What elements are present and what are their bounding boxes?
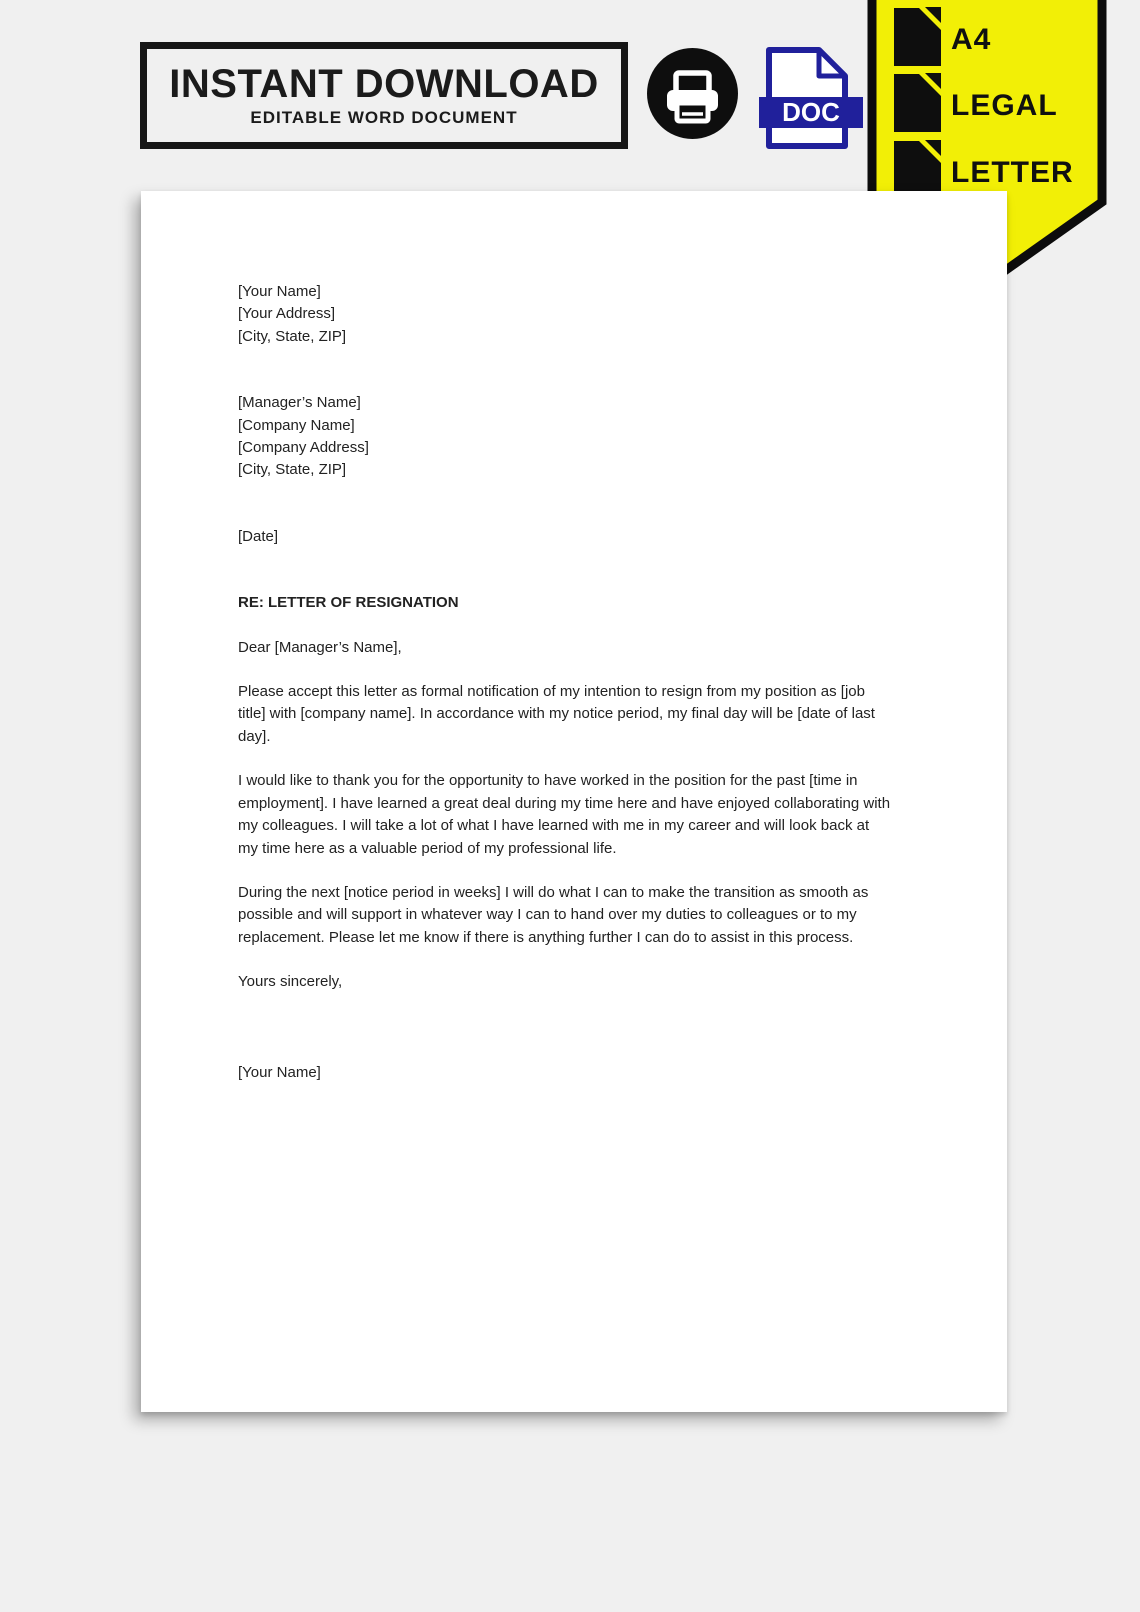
badge-row-letter	[894, 139, 1074, 199]
signature-name: [Your Name]	[238, 1063, 321, 1081]
recipient-line: [Manager’s Name]	[238, 394, 361, 412]
doc-file-icon	[755, 46, 867, 150]
letter-content	[238, 281, 893, 1084]
instant-download-banner	[140, 42, 628, 149]
banner-subtitle: EDITABLE WORD DOCUMENT	[250, 107, 518, 127]
badge-label-legal: LEGAL	[951, 89, 1058, 122]
salutation: Dear [Manager’s Name],	[238, 638, 402, 656]
letter-document	[141, 191, 1007, 1412]
recipient-line: [City, State, ZIP]	[238, 461, 347, 479]
banner-title: INSTANT DOWNLOAD	[169, 61, 599, 106]
date-line: [Date]	[238, 527, 279, 545]
badge-label-letter: LETTER	[951, 156, 1074, 189]
recipient-line: [Company Name]	[238, 416, 355, 434]
printer-icon	[646, 47, 739, 140]
badge-row-a4	[894, 6, 991, 66]
body-paragraph: Please accept this letter as formal notification of my intention to resign from my position as [job title] with [company name]. In accordance with my notice period, my final day will be [date of last day].	[238, 683, 875, 745]
document-icon	[894, 140, 941, 199]
subject-line: RE: LETTER OF RESIGNATION	[238, 594, 459, 612]
doc-icon-label: DOC	[782, 97, 840, 127]
document-icon	[894, 7, 941, 66]
body-paragraph: During the next [notice period in weeks] I will do what I can to make the transition as smooth as possible and will support in whatever way I can to hand over my duties to colleagues or to my replacement. Please let me know if there is anything further I can do to assist in this process.	[238, 883, 869, 946]
sender-line: [Your Name]	[238, 283, 321, 300]
sender-line: [Your Address]	[238, 305, 336, 323]
document-icon	[894, 73, 941, 132]
badge-label-a4: A4	[951, 23, 992, 56]
closing-line: Yours sincerely,	[238, 973, 343, 991]
badge-row-legal	[894, 72, 1058, 132]
body-paragraph: I would like to thank you for the opportunity to have worked in the position for the past [time in employment]. I have learned a great deal during my time here and have enjoyed collaborating with my colleagues. I will take a lot of what I have learned with me in my career and will look back at my time here as a valuable period of my professional life.	[238, 772, 891, 857]
sender-line: [City, State, ZIP]	[238, 327, 347, 345]
recipient-line: [Company Address]	[238, 439, 369, 457]
